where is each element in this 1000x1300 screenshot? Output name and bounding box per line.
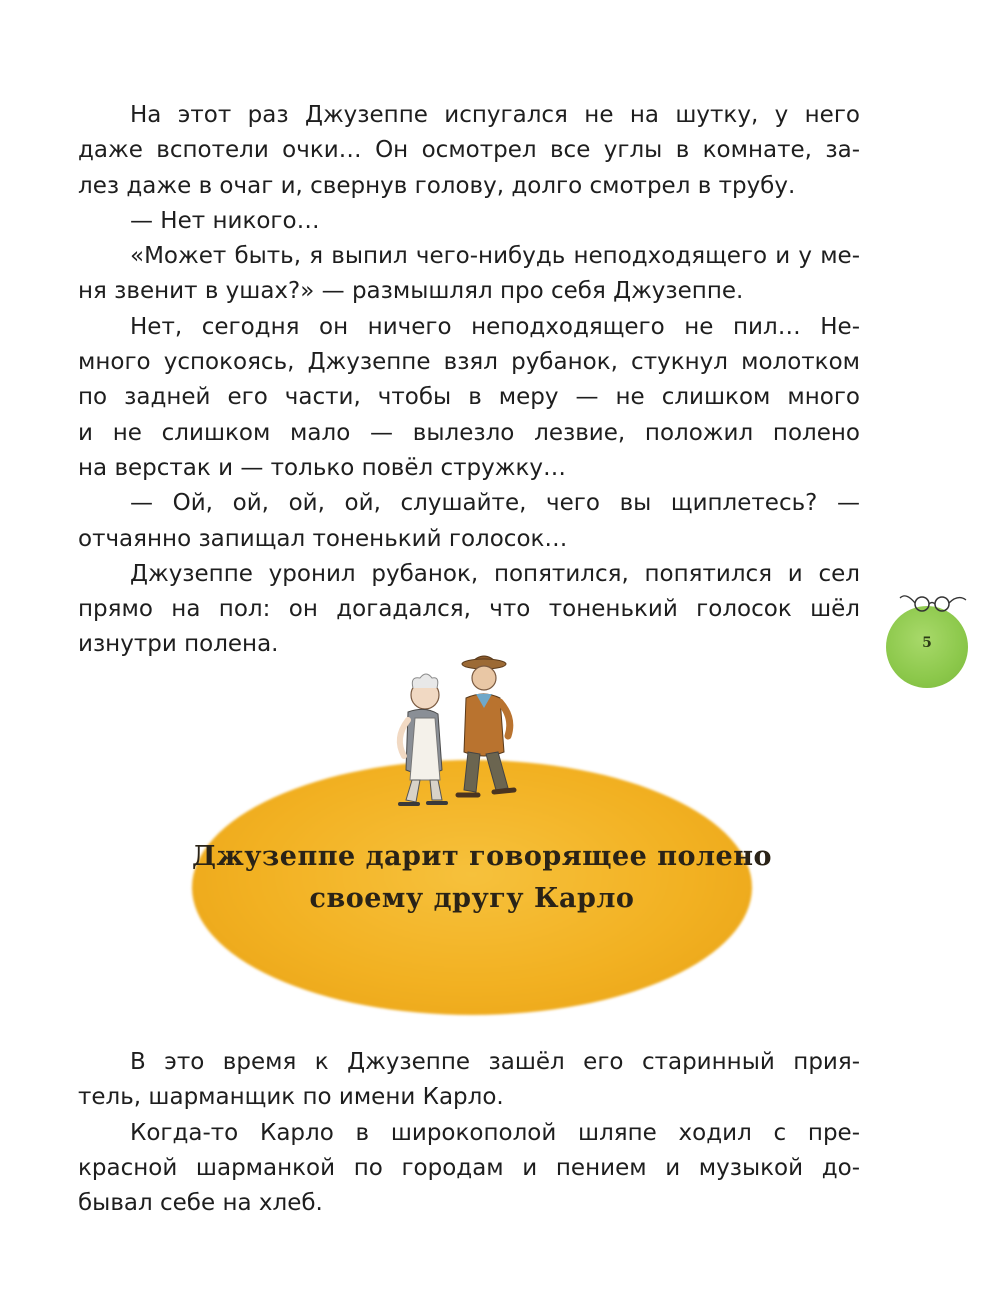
text-line: прямо на пол: он догадался, что тоненький голосок шёл [78, 596, 860, 623]
text-line: красной шарманкой по городам и пением и музыкой до- [78, 1154, 860, 1181]
text-line: Когда-то Карло в широкополой шляпе ходил с пре- [130, 1119, 860, 1146]
text-line: отчаянно запищал тоненький голосок… [78, 525, 568, 552]
carlo-figure [458, 656, 514, 795]
text-line: — Нет никого… [130, 207, 320, 234]
text-line: по задней его части, чтобы в меру — не слишком много [78, 384, 860, 411]
text-line: В это время к Джузеппе зашёл его старинный прия- [130, 1049, 860, 1075]
glasses-icon [898, 588, 968, 618]
text-line: Нет, сегодня он ничего неподходящего не пил… Не- [130, 313, 860, 340]
text-line: На этот раз Джузеппе испугался не на шутку, у него [130, 102, 860, 128]
chapter-title-line: своему другу Карло [309, 883, 635, 914]
chapter-title-line: Джузеппе дарит говорящее полено [192, 841, 772, 872]
text-line: «Может быть, я выпил чего-нибудь неподходящего и у ме- [130, 243, 860, 270]
text-line: изнутри полена. [78, 631, 279, 658]
main-text-top [78, 98, 860, 663]
text-line: Джузеппе уронил рубанок, попятился, попятился и сел [130, 560, 860, 587]
text-line: лез даже в очаг и, свернув голову, долго смотрел в трубу. [78, 172, 796, 199]
text-line: много успокоясь, Джузеппе взял рубанок, стукнул молотком [78, 349, 860, 376]
text-line: ня звенит в ушах?» — размышлял про себя Джузеппе. [78, 278, 744, 305]
text-line: на верстак и — только повёл стружку… [78, 454, 566, 481]
text-line: бывал себе на хлеб. [78, 1190, 323, 1217]
text-line: — Ой, ой, ой, ой, слушайте, чего вы щиплетесь? — [130, 490, 860, 517]
chapter-title [192, 836, 772, 920]
text-line: тель, шарманщик по имени Карло. [78, 1084, 504, 1111]
text-line: и не слишком мало — вылезло лезвие, положил полено [78, 419, 860, 446]
text-line: даже вспотели очки… Он осмотрел все углы в комнате, за- [78, 137, 860, 164]
giuseppe-figure [400, 674, 446, 804]
main-text-bottom [78, 1045, 860, 1221]
two-old-men-illustration [380, 640, 530, 815]
page-number: 5 [922, 635, 932, 651]
